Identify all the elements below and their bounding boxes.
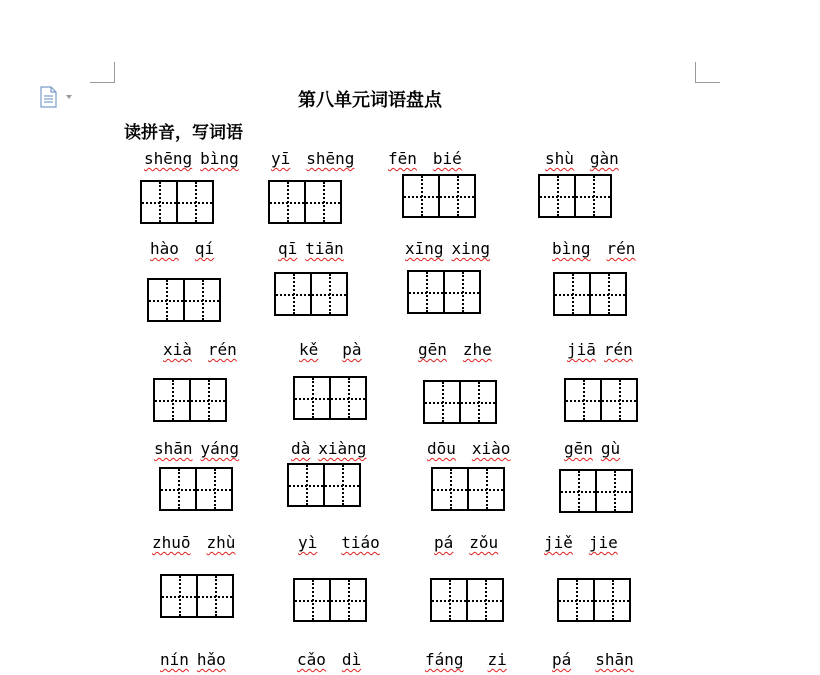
character-box[interactable] bbox=[198, 574, 234, 618]
pinyin-syllable: gēn bbox=[418, 340, 447, 359]
pinyin-syllable: dì bbox=[341, 650, 362, 669]
character-box[interactable] bbox=[325, 463, 361, 507]
pinyin-syllable: zi bbox=[487, 650, 507, 669]
pinyin-prompt bbox=[291, 440, 366, 458]
character-box[interactable] bbox=[293, 376, 331, 420]
character-box[interactable] bbox=[191, 378, 227, 422]
pinyin-syllable: pá bbox=[552, 650, 572, 669]
pinyin-syllable: nín bbox=[160, 650, 189, 669]
character-box[interactable] bbox=[602, 378, 638, 422]
page-corner-mark-left bbox=[90, 62, 115, 83]
pinyin-syllable: hào bbox=[150, 239, 179, 258]
pinyin-syllable: bìng bbox=[552, 239, 591, 258]
pinyin-prompt bbox=[299, 341, 362, 359]
pinyin-syllable: pá bbox=[434, 533, 454, 552]
writing-grid[interactable] bbox=[407, 270, 483, 314]
pinyin-prompt bbox=[434, 534, 498, 552]
pinyin-prompt bbox=[388, 150, 462, 168]
pinyin-syllable: tiān bbox=[305, 239, 344, 258]
pinyin-prompt bbox=[298, 534, 380, 552]
pinyin-syllable: hǎo bbox=[196, 650, 226, 669]
character-box[interactable] bbox=[147, 278, 185, 322]
pinyin-syllable: shān bbox=[154, 439, 193, 458]
character-box[interactable] bbox=[268, 180, 306, 224]
pinyin-syllable: fáng bbox=[425, 650, 464, 669]
character-box[interactable] bbox=[538, 174, 576, 218]
character-box[interactable] bbox=[312, 272, 348, 316]
writing-grid[interactable] bbox=[402, 174, 478, 218]
writing-grid[interactable] bbox=[557, 578, 633, 622]
character-box[interactable] bbox=[159, 467, 197, 511]
character-box[interactable] bbox=[407, 270, 445, 314]
pinyin-syllable: qí bbox=[194, 239, 215, 258]
pinyin-syllable: kě bbox=[299, 340, 319, 359]
pinyin-prompt bbox=[425, 651, 507, 669]
character-box[interactable] bbox=[430, 578, 468, 622]
section-heading: 读拼音，写词语 bbox=[124, 123, 243, 143]
pinyin-prompt bbox=[152, 534, 235, 552]
pinyin-prompt bbox=[163, 341, 237, 359]
character-box[interactable] bbox=[559, 469, 597, 513]
writing-grid[interactable] bbox=[274, 272, 350, 316]
character-box[interactable] bbox=[564, 378, 602, 422]
pinyin-syllable: pà bbox=[342, 340, 362, 359]
writing-grid[interactable] bbox=[430, 578, 506, 622]
pinyin-syllable: fēn bbox=[388, 149, 417, 168]
pinyin-syllable: shēng bbox=[306, 149, 355, 168]
character-box[interactable] bbox=[293, 578, 331, 622]
character-box[interactable] bbox=[576, 174, 612, 218]
pinyin-syllable: jiě bbox=[544, 533, 573, 552]
character-box[interactable] bbox=[178, 180, 214, 224]
writing-grid[interactable] bbox=[564, 378, 640, 422]
pinyin-syllable: shān bbox=[595, 650, 634, 669]
pinyin-syllable: qī bbox=[278, 239, 298, 258]
page-corner-mark-right bbox=[695, 62, 720, 83]
pinyin-syllable: zhuō bbox=[152, 533, 191, 552]
pinyin-syllable: gēn bbox=[564, 439, 593, 458]
character-box[interactable] bbox=[469, 467, 505, 511]
pinyin-syllable: gù bbox=[600, 439, 621, 458]
pinyin-prompt bbox=[552, 651, 634, 669]
character-box[interactable] bbox=[160, 574, 198, 618]
pinyin-syllable: xiào bbox=[471, 439, 511, 458]
pinyin-syllable: shēng bbox=[144, 149, 193, 168]
pinyin-prompt bbox=[271, 150, 354, 168]
character-box[interactable] bbox=[331, 578, 367, 622]
character-box[interactable] bbox=[595, 578, 631, 622]
pinyin-syllable: zǒu bbox=[469, 533, 499, 552]
writing-grid[interactable] bbox=[559, 469, 635, 513]
pinyin-prompt bbox=[552, 240, 635, 258]
pinyin-syllable: yī bbox=[271, 149, 291, 168]
pinyin-syllable: jiā bbox=[567, 340, 596, 359]
pinyin-prompt bbox=[405, 240, 490, 258]
writing-grid[interactable] bbox=[431, 467, 507, 511]
writing-grid[interactable] bbox=[140, 180, 216, 224]
pinyin-prompt bbox=[567, 341, 633, 359]
pinyin-syllable: rén bbox=[603, 340, 633, 359]
pinyin-prompt bbox=[544, 534, 618, 552]
writing-grid[interactable] bbox=[293, 376, 369, 420]
writing-grid[interactable] bbox=[287, 463, 363, 507]
pinyin-syllable: yáng bbox=[200, 439, 240, 458]
character-box[interactable] bbox=[140, 180, 178, 224]
pinyin-prompt bbox=[154, 440, 239, 458]
pinyin-syllable: xīng bbox=[405, 239, 444, 258]
pinyin-prompt bbox=[418, 341, 492, 359]
pinyin-prompt bbox=[144, 150, 239, 168]
pinyin-syllable: xià bbox=[163, 340, 192, 359]
pinyin-syllable: shù bbox=[545, 149, 574, 168]
character-box[interactable] bbox=[287, 463, 325, 507]
character-box[interactable] bbox=[306, 180, 342, 224]
pinyin-syllable: zhù bbox=[206, 533, 236, 552]
pinyin-syllable: cǎo bbox=[297, 650, 326, 669]
character-box[interactable] bbox=[557, 578, 595, 622]
character-box[interactable] bbox=[331, 376, 367, 420]
character-box[interactable] bbox=[591, 272, 627, 316]
pinyin-syllable: gàn bbox=[589, 149, 619, 168]
pinyin-prompt bbox=[160, 651, 226, 669]
character-box[interactable] bbox=[597, 469, 633, 513]
pinyin-syllable: yì bbox=[298, 533, 318, 552]
writing-grid[interactable] bbox=[159, 467, 235, 511]
page-title: 第八单元词语盘点 bbox=[298, 90, 442, 111]
writing-grid[interactable] bbox=[423, 380, 499, 424]
pinyin-syllable: dà bbox=[291, 439, 311, 458]
pinyin-syllable: tiáo bbox=[341, 533, 380, 552]
writing-grid[interactable] bbox=[153, 378, 229, 422]
writing-grid[interactable] bbox=[147, 278, 223, 322]
pinyin-syllable: xing bbox=[451, 239, 491, 258]
writing-grid[interactable] bbox=[160, 574, 236, 618]
pinyin-syllable: rén bbox=[606, 239, 636, 258]
pinyin-prompt bbox=[150, 240, 214, 258]
character-box[interactable] bbox=[197, 467, 233, 511]
character-box[interactable] bbox=[461, 380, 497, 424]
character-box[interactable] bbox=[440, 174, 476, 218]
character-box[interactable] bbox=[431, 467, 469, 511]
character-box[interactable] bbox=[553, 272, 591, 316]
writing-grid[interactable] bbox=[268, 180, 344, 224]
pinyin-prompt bbox=[297, 651, 361, 669]
character-box[interactable] bbox=[274, 272, 312, 316]
writing-grid[interactable] bbox=[293, 578, 369, 622]
character-box[interactable] bbox=[468, 578, 504, 622]
pinyin-prompt bbox=[278, 240, 344, 258]
pinyin-syllable: xiàng bbox=[318, 439, 367, 458]
character-box[interactable] bbox=[402, 174, 440, 218]
writing-grid[interactable] bbox=[538, 174, 614, 218]
character-box[interactable] bbox=[185, 278, 221, 322]
pinyin-syllable: zhe bbox=[462, 340, 492, 359]
writing-grid[interactable] bbox=[553, 272, 629, 316]
pinyin-syllable: bìng bbox=[200, 149, 239, 168]
pinyin-syllable: jie bbox=[588, 533, 618, 552]
character-box[interactable] bbox=[445, 270, 481, 314]
pinyin-syllable: dōu bbox=[427, 439, 456, 458]
pinyin-syllable: bié bbox=[432, 149, 462, 168]
pinyin-prompt bbox=[545, 150, 619, 168]
character-box[interactable] bbox=[153, 378, 191, 422]
character-box[interactable] bbox=[423, 380, 461, 424]
pinyin-syllable: rén bbox=[207, 340, 237, 359]
pinyin-prompt bbox=[564, 440, 620, 458]
pinyin-prompt bbox=[427, 440, 510, 458]
